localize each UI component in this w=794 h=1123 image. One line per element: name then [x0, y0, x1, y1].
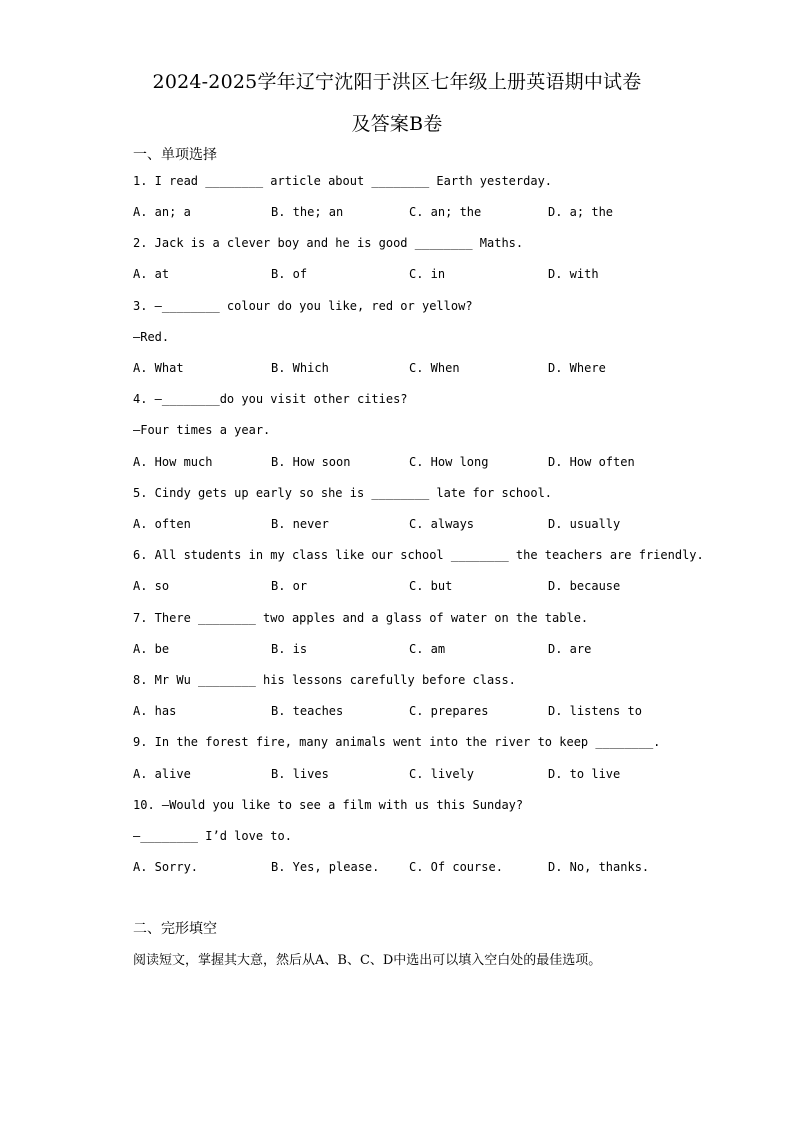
option-c: C. but: [409, 579, 453, 593]
section-heading-cloze: 二、完形填空: [133, 921, 217, 937]
option-d: D. No, thanks.: [548, 860, 650, 874]
document-title-line2: 及答案B卷: [351, 113, 443, 135]
question-options: [0, 454, 794, 470]
option-b: B. teaches: [271, 704, 344, 718]
option-a: A. be: [133, 642, 170, 656]
question-stem: 10. —Would you like to see a film with us this Sunday?: [133, 798, 524, 812]
question-stem: 1. I read ________ article about ________ Earth yesterday.: [133, 174, 553, 188]
option-d: D. Where: [548, 361, 606, 375]
question-reply: —________ I’d love to.: [133, 829, 292, 843]
question-options: [0, 204, 794, 220]
option-c: C. How long: [409, 455, 489, 469]
option-c: C. When: [409, 361, 460, 375]
option-b: B. lives: [271, 767, 329, 781]
question-options: [0, 766, 794, 782]
option-c: C. prepares: [409, 704, 489, 718]
option-a: A. has: [133, 704, 177, 718]
option-d: D. with: [548, 267, 599, 281]
question-stem: 3. —________ colour do you like, red or yellow?: [133, 299, 473, 313]
option-c: C. always: [409, 517, 475, 531]
option-c: C. an; the: [409, 205, 482, 219]
section-heading-multiple-choice: 一、单项选择: [133, 147, 217, 163]
option-d: D. are: [548, 642, 592, 656]
option-a: A. How much: [133, 455, 213, 469]
option-b: B. never: [271, 517, 329, 531]
question-stem: 8. Mr Wu ________ his lessons carefully before class.: [133, 673, 516, 687]
option-c: C. in: [409, 267, 446, 281]
option-a: A. at: [133, 267, 170, 281]
question-reply: —Red.: [133, 330, 170, 344]
question-options: [0, 360, 794, 376]
option-a: A. alive: [133, 767, 191, 781]
question-stem: 5. Cindy gets up early so she is ________ late for school.: [133, 486, 553, 500]
option-a: A. Sorry.: [133, 860, 199, 874]
option-c: C. am: [409, 642, 446, 656]
question-stem: 7. There ________ two apples and a glass of water on the table.: [133, 611, 589, 625]
question-options: [0, 516, 794, 532]
option-d: D. a; the: [548, 205, 614, 219]
option-d: D. How often: [548, 455, 635, 469]
option-b: B. the; an: [271, 205, 344, 219]
question-options: [0, 859, 794, 875]
question-options: [0, 578, 794, 594]
option-d: D. usually: [548, 517, 621, 531]
question-stem: 9. In the forest fire, many animals went into the river to keep ________.: [133, 735, 661, 749]
option-a: A. What: [133, 361, 184, 375]
question-stem: 2. Jack is a clever boy and he is good ________ Maths.: [133, 236, 524, 250]
question-options: [0, 641, 794, 657]
option-b: B. Which: [271, 361, 329, 375]
option-c: C. lively: [409, 767, 475, 781]
question-options: [0, 266, 794, 282]
question-reply: —Four times a year.: [133, 423, 271, 437]
option-d: D. listens to: [548, 704, 642, 718]
option-b: B. of: [271, 267, 308, 281]
option-d: D. because: [548, 579, 621, 593]
option-a: A. often: [133, 517, 191, 531]
question-stem: 4. —________do you visit other cities?: [133, 392, 408, 406]
option-c: C. Of course.: [409, 860, 503, 874]
document-title-line1: 2024-2025学年辽宁沈阳于洪区七年级上册英语期中试卷: [152, 71, 642, 93]
option-a: A. an; a: [133, 205, 191, 219]
cloze-instruction: 阅读短文，掌握其大意，然后从A、B、C、D中选出可以填入空白处的最佳选项。: [133, 953, 602, 968]
option-b: B. or: [271, 579, 308, 593]
option-b: B. Yes, please.: [271, 860, 380, 874]
option-b: B. is: [271, 642, 308, 656]
option-d: D. to live: [548, 767, 621, 781]
option-a: A. so: [133, 579, 170, 593]
option-b: B. How soon: [271, 455, 351, 469]
question-options: [0, 703, 794, 719]
question-stem: 6. All students in my class like our school ________ the teachers are friendly.: [133, 548, 704, 562]
